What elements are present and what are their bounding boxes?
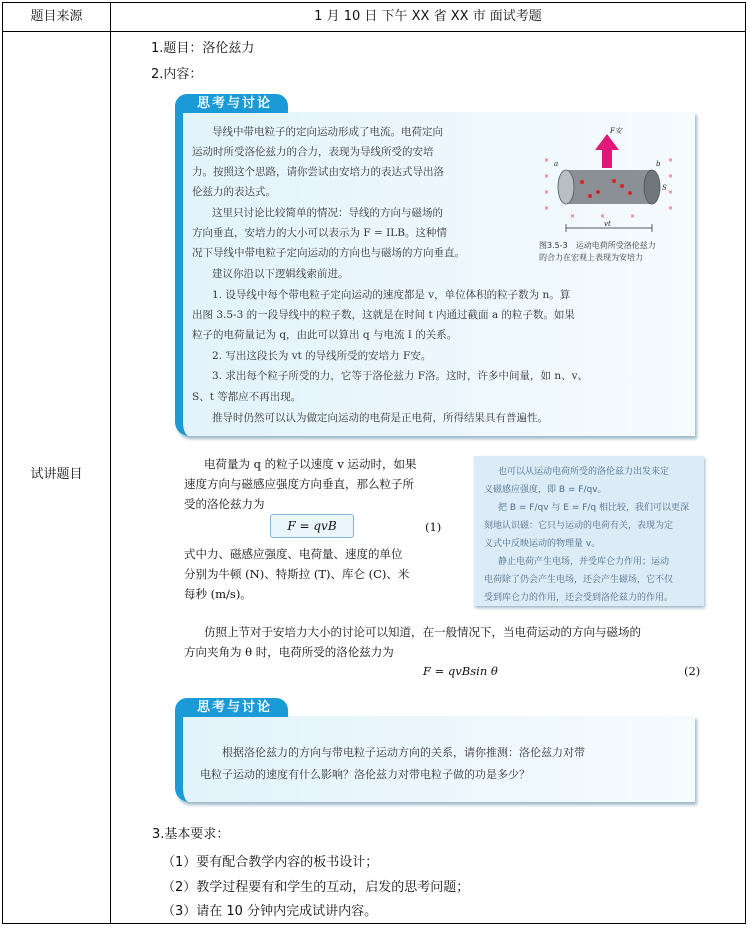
side-note-line: 义式中反映运动的物理量 v。 [484, 539, 601, 549]
box1-line: 况下导线中带电粒子定向运动的方向也与磁场的方向垂直。 [192, 247, 465, 259]
side-label: 试讲题目 [30, 467, 83, 482]
side-note-line: 也可以从运动电荷所受的洛伦兹力出发来定 [498, 467, 670, 477]
svg-text:×: × [630, 213, 636, 220]
main-text-line: 速度方向与磁感应强度方向垂直，那么粒子所 [184, 477, 414, 491]
svg-text:×: × [570, 213, 576, 220]
svg-text:×: × [544, 157, 550, 164]
side-note-line: 刻地认识磁：它只与运动的电荷有关，表现为定 [484, 521, 674, 531]
main-text-line: 受的洛伦兹力为 [184, 497, 265, 511]
svg-text:×: × [668, 173, 674, 180]
label-a: a [554, 160, 559, 168]
box1-line: 出图 3.5-3 的一段导线中的粒子数，这就是在时间 t 内通过截面 a 的粒子数。如果 [192, 309, 575, 321]
think-box-2-tab: 思考与讨论 [175, 698, 288, 717]
box1-line: 导线中带电粒子的定向运动形成了电流。电荷定向 [212, 126, 443, 138]
wire-figure [540, 126, 680, 238]
general-text-line: 方向夹角为 θ 时，电荷所受的洛伦兹力为 [184, 645, 394, 659]
formula-1-number: (1) [425, 520, 442, 534]
box1-line: 2. 写出这段长为 vt 的导线所受的安培力 F安。 [212, 350, 432, 362]
figure-caption: 图3.5-3 运动电荷所受洛伦兹力 [539, 241, 656, 250]
side-note-line: 义磁感应强度，即 B = F/qv。 [484, 485, 607, 495]
side-note-line: 受到库仑力的作用，还会受到洛伦兹力的作用。 [484, 593, 674, 603]
requirement-item: （3）请在 10 分钟内完成试讲内容。 [162, 904, 378, 919]
think-box-1-tab: 思考与讨论 [175, 94, 288, 113]
box1-line: 建议你沿以下逻辑线索前进。 [212, 268, 349, 280]
label-s: S [662, 184, 667, 192]
requirement-item: （2）教学过程要有和学生的互动，启发的思考问题； [162, 880, 470, 895]
side-note-line: 静止电荷产生电场，并受库仑力作用；运动 [498, 557, 670, 567]
formula-2: F = qvBsin θ [423, 664, 498, 678]
length-label: vt [604, 220, 611, 228]
side-note [474, 456, 704, 606]
box2-line: 电粒子运动的速度有什么影响？洛伦兹力对带电粒子做的功是多少？ [200, 768, 530, 781]
svg-text:×: × [668, 157, 674, 164]
svg-text:×: × [600, 213, 606, 220]
row-divider [3, 31, 745, 32]
units-line: 式中力、磁感应强度、电荷量、速度的单位 [184, 547, 403, 561]
box1-line: 推导时仍然可以认为做定向运动的电荷是正电荷，所得结果具有普遍性。 [212, 412, 548, 424]
svg-text:×: × [544, 173, 550, 180]
force-arrow-icon [595, 134, 619, 168]
content-label: 2.内容： [151, 67, 203, 82]
box1-line: 粒子的电荷量记为 q，由此可以算出 q 与电流 I 的关系。 [192, 329, 458, 341]
main-text-line: 电荷量为 q 的粒子以速度 v 运动时，如果 [204, 457, 417, 471]
svg-text:×: × [668, 189, 674, 196]
side-note-line: 电荷除了仍会产生电场，还会产生磁场，它不仅 [484, 575, 674, 585]
box1-line: 伦兹力的表达式。 [192, 186, 276, 198]
svg-text:×: × [544, 205, 550, 212]
units-line: 每秒 (m/s)。 [184, 587, 252, 601]
general-text-line: 仿照上节对于安培力大小的讨论可以知道，在一般情况下，当电荷运动的方向与磁场的 [204, 625, 641, 639]
header-label: 题目来源 [30, 9, 83, 24]
box1-line: 这里只讨论比较简单的情况：导线的方向与磁场的 [212, 207, 443, 219]
requirements-title: 3.基本要求： [152, 827, 230, 842]
box1-line: 运动时所受洛伦兹力的合力，表现为导线所受的安培 [192, 146, 434, 158]
force-label: F安 [610, 127, 622, 135]
formula-2-number: (2) [684, 664, 701, 678]
svg-text:×: × [668, 205, 674, 212]
units-line: 分别为牛顿 (N)、特斯拉 (T)、库仑 (C)、米 [184, 567, 410, 581]
topic-line: 1.题目：洛伦兹力 [151, 41, 255, 56]
label-b: b [656, 160, 661, 168]
formula-1: F = qvB [270, 514, 354, 538]
requirement-item: （1）要有配合教学内容的板书设计； [162, 855, 379, 870]
side-note-line: 把 B = F/qv 与 E = F/q 相比较，我们可以更深 [498, 503, 690, 513]
box1-line: 方向垂直，安培力的大小可以表示为 F = ILB。这种情 [192, 227, 447, 239]
box1-line: 力。按照这个思路，请你尝试由安培力的表达式导出洛 [192, 166, 444, 178]
box1-line: 3. 求出每个粒子所受的力，它等于洛伦兹力 F洛。这时，许多中间量，如 n、v、 [212, 370, 589, 382]
box1-line: S、t 等都应不再出现。 [192, 391, 302, 403]
wire-cylinder [566, 170, 652, 204]
svg-text:×: × [544, 189, 550, 196]
box1-line: 1. 设导线中每个带电粒子定向运动的速度都是 v，单位体积的粒子数为 n。算 [212, 289, 571, 301]
column-divider [110, 3, 111, 923]
header-title: 1 月 10 日 下午 XX 省 XX 市 面试考题 [314, 9, 542, 24]
figure-caption: 的合力在宏观上表现为安培力 [539, 253, 643, 262]
box2-line: 根据洛伦兹力的方向与带电粒子运动方向的关系，请你推测：洛伦兹力对带 [222, 746, 585, 759]
